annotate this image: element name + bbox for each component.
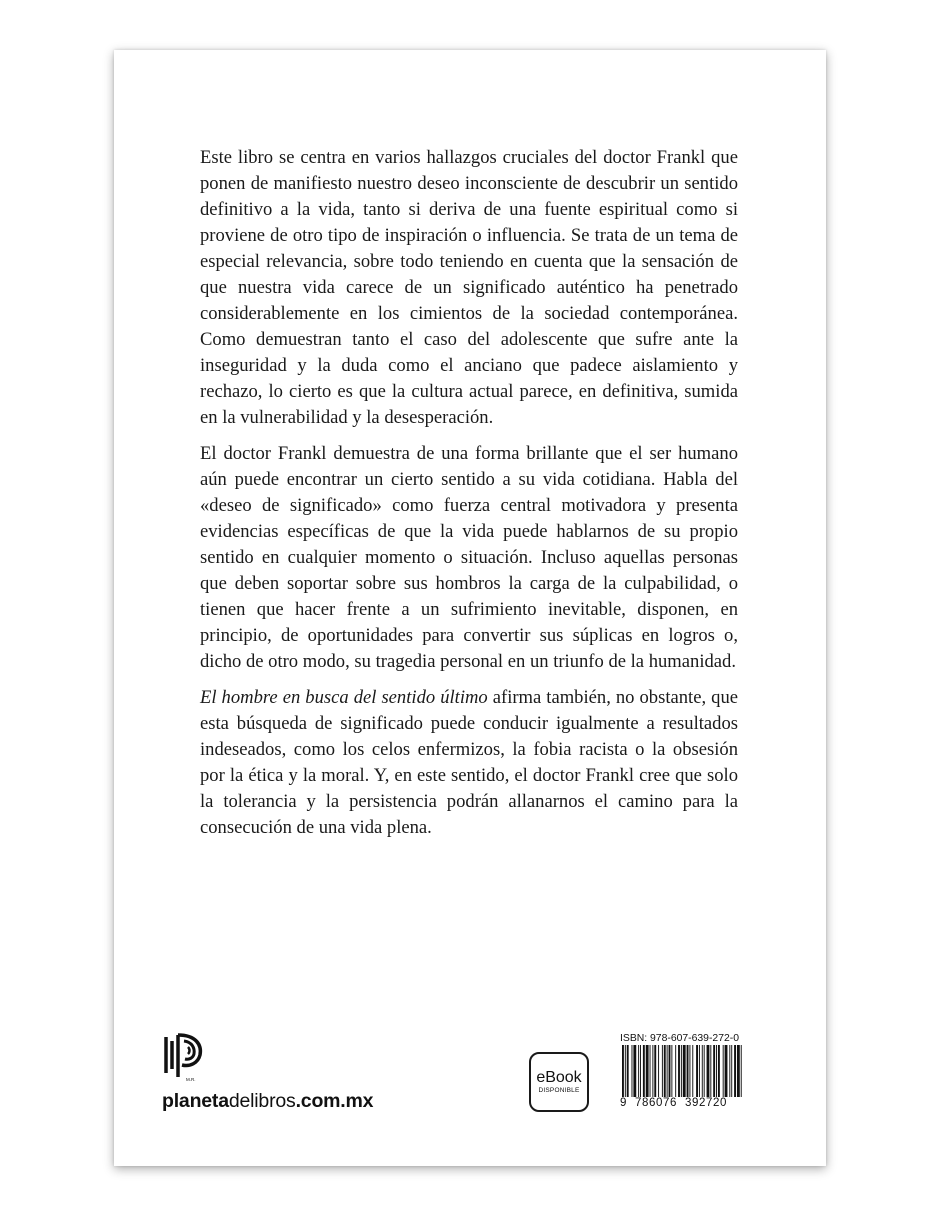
- barcode-bar: [687, 1045, 689, 1097]
- synopsis-paragraph-3-text: afirma también, no obstante, que esta búsqueda de significado puede conducir igualmente a resultados indeseados, como los celos enfermizos, la fobia racista o la obsesión por la ética y la moral. Y, en este sentido, el doctor Frankl cree que solo la tolerancia y la persistencia podrán allanarnos el camino para la consecución de una vida plena.: [200, 687, 738, 838]
- barcode-bar: [622, 1045, 624, 1097]
- barcode-bar: [652, 1045, 653, 1097]
- barcode-bar: [713, 1045, 715, 1097]
- barcode-bar: [702, 1045, 703, 1097]
- barcode-bar: [741, 1045, 742, 1097]
- barcode-bar: [718, 1045, 720, 1097]
- synopsis-paragraph-3: [200, 685, 738, 841]
- barcode-icon: [622, 1045, 742, 1097]
- ebook-badge-subtitle: DISPONIBLE: [538, 1087, 580, 1094]
- synopsis-paragraph-1: Este libro se centra en varios hallazgos cruciales del doctor Frankl que ponen de manifiesto nuestro deseo inconsciente de descubrir un sentido definitivo a la vida, tanto si deriva de una fuente espiritual como si proviene de otro tipo de inspiración o influencia. Se trata de un tema de especial relevancia, sobre todo teniendo en cuenta que la sensación de que nuestra vida carece de un significado auténtico ha penetrado considerablemente en los cimientos de la sociedad contemporánea. Como demuestran tanto el caso del adolescente que sufre ante la inseguridad y la duda como el anciano que padece aislamiento y rechazo, lo cierto es que la cultura actual parece, en definitiva, sumida en la vulnerabilidad y la desesperación.: [200, 147, 738, 428]
- isbn-label: ISBN: 978-607-639-272-0: [620, 1033, 739, 1044]
- barcode-bar: [625, 1045, 626, 1097]
- barcode-bar: [667, 1045, 668, 1097]
- barcode-bar: [643, 1045, 645, 1097]
- barcode-bar: [734, 1045, 736, 1097]
- barcode-bar: [669, 1045, 671, 1097]
- barcode-bar: [696, 1045, 698, 1097]
- barcode-bar: [683, 1045, 686, 1097]
- barcode-bar: [707, 1045, 710, 1097]
- barcode-bar: [692, 1045, 693, 1097]
- barcode-bar: [710, 1045, 711, 1097]
- barcode-bar: [646, 1045, 649, 1097]
- barcode-bar: [737, 1045, 740, 1097]
- synopsis-paragraph-2: El doctor Frankl demuestra de una forma brillante que el ser humano aún puede encontrar un cierto sentido a su vida cotidiana. Habla del «deseo de significado» como fuerza central motivadora y presenta evidencias específicas de que la vida puede hablarnos de su propio sentido en cualquier momento o situación. Incluso aquellas personas que deben soportar sobre sus hombros la carga de la culpabilidad, o tienen que hacer frente a un sufrimiento inevitable, disponen, en principio, de oportunidades para convertir sus súplicas en logros o, dicho de otro modo, su tragedia personal en un triunfo de la humanidad.: [200, 443, 738, 672]
- barcode-bar: [633, 1045, 636, 1097]
- registered-mark: M.R.: [186, 1077, 196, 1082]
- barcode-bar: [716, 1045, 717, 1097]
- barcode-bar: [640, 1045, 641, 1097]
- barcode-bar: [699, 1045, 700, 1097]
- barcode-bar: [650, 1045, 651, 1097]
- synopsis-text: [200, 145, 738, 851]
- barcode-bar: [678, 1045, 680, 1097]
- book-back-cover: [114, 50, 826, 1166]
- barcode-bar: [723, 1045, 724, 1097]
- barcode-bar: [704, 1045, 705, 1097]
- barcode-bar: [658, 1045, 659, 1097]
- barcode-bar: [725, 1045, 728, 1097]
- publisher-logo-icon: [162, 1033, 206, 1085]
- barcode-bar: [662, 1045, 663, 1097]
- barcode-bar: [681, 1045, 682, 1097]
- publisher-website: planetadelibros.com.mx: [162, 1090, 374, 1112]
- barcode-bar: [671, 1045, 672, 1097]
- ebook-available-badge: [529, 1052, 589, 1112]
- barcode-bar: [664, 1045, 666, 1097]
- barcode-bar: [627, 1045, 629, 1097]
- barcode-bar: [638, 1045, 639, 1097]
- barcode-bar: [731, 1045, 732, 1097]
- book-title-italic: El hombre en busca del sentido último: [200, 687, 488, 708]
- barcode-bar: [689, 1045, 690, 1097]
- barcode-digits: 9 786076 392720: [620, 1097, 727, 1109]
- barcode-bar: [632, 1045, 633, 1097]
- barcode-bar: [654, 1045, 656, 1097]
- ebook-badge-title: eBook: [536, 1069, 582, 1086]
- barcode-bar: [729, 1045, 730, 1097]
- barcode-bar: [675, 1045, 676, 1097]
